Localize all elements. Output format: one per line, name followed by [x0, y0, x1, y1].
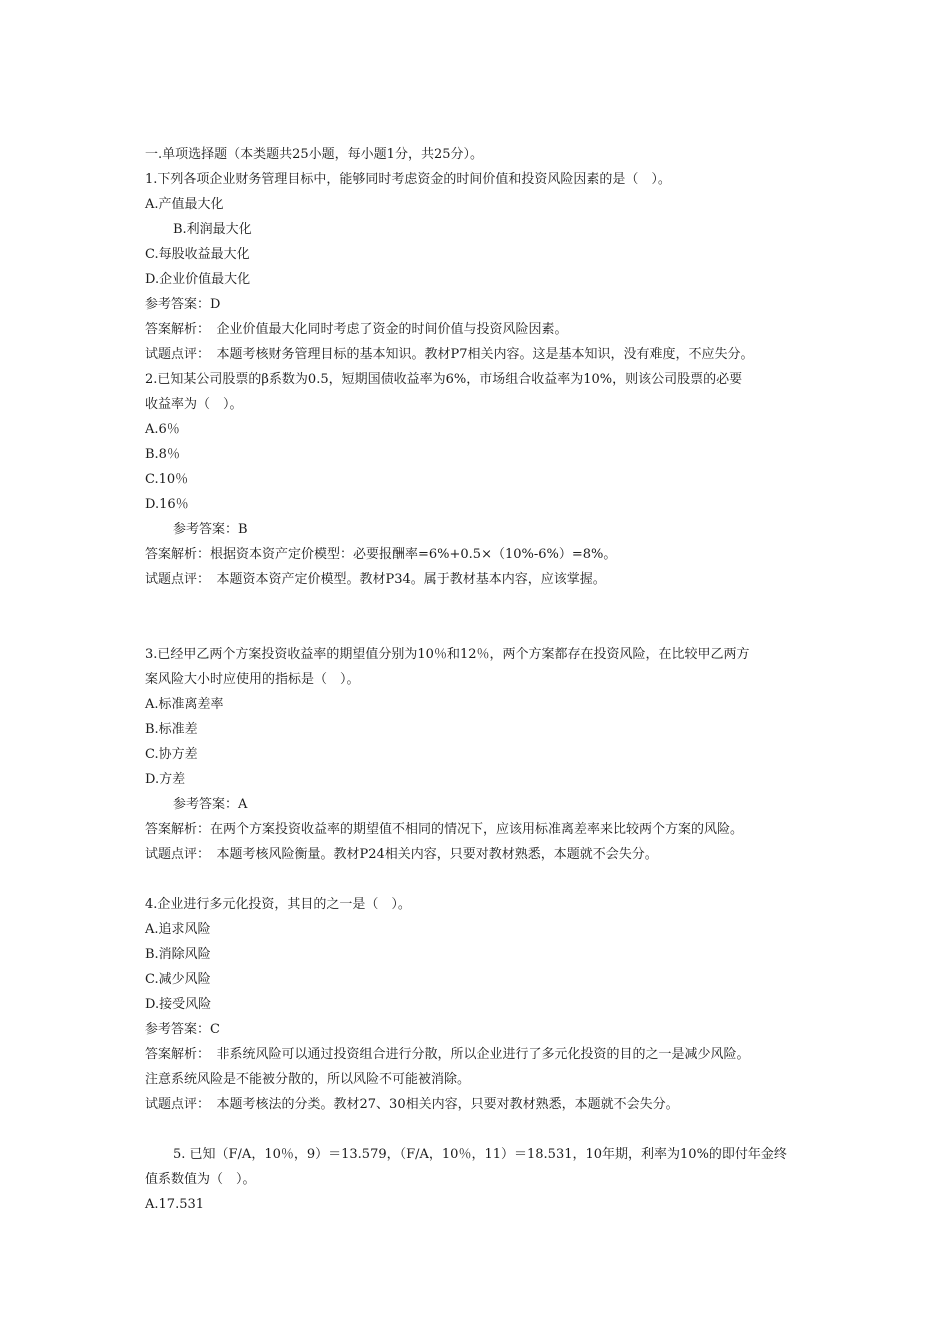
question-stem: 4.企业进行多元化投资，其目的之一是（ ）。	[145, 897, 411, 912]
question-stem-line-1: 3.已经甲乙两个方案投资收益率的期望值分别为10％和12％，两个方案都存在投资风险，在比较甲乙两方	[145, 647, 750, 662]
answer-analysis-line-1: 答案解析： 非系统风险可以通过投资组合进行分散，所以企业进行了多元化投资的目的之一是减少风险。	[145, 1047, 750, 1062]
option-d: D.接受风险	[145, 997, 212, 1012]
option-b: B.利润最大化	[173, 222, 252, 237]
question-stem: 1.下列各项企业财务管理目标中，能够同时考虑资金的时间价值和投资风险因素的是（ ）。	[145, 172, 671, 187]
document-page	[145, 142, 825, 1217]
option-a: A.标准离差率	[145, 697, 224, 712]
option-c: C.10％	[145, 472, 189, 487]
option-d: D.企业价值最大化	[145, 272, 251, 287]
option-d: D.16％	[145, 497, 189, 512]
option-d: D.方差	[145, 772, 186, 787]
question-3	[145, 642, 825, 867]
option-c: C.协方差	[145, 747, 198, 762]
question-comment: 试题点评： 本题考核法的分类。教材27、30相关内容，只要对教材熟悉，本题就不会失分。	[145, 1097, 679, 1112]
section-title: 一.单项选择题（本类题共25小题，每小题1分，共25分）。	[145, 147, 483, 162]
spacer	[145, 1117, 825, 1142]
option-c: C.每股收益最大化	[145, 247, 250, 262]
reference-answer: 参考答案：A	[173, 797, 248, 812]
option-c: C.减少风险	[145, 972, 211, 987]
question-stem-line-1: 2.已知某公司股票的β系数为0.5，短期国债收益率为6%，市场组合收益率为10%，则该公司股票的必要	[145, 372, 743, 387]
option-b: B.消除风险	[145, 947, 211, 962]
question-comment: 试题点评： 本题资本资产定价模型。教材P34。属于教材基本内容，应该掌握。	[145, 572, 606, 587]
question-stem-line-2: 案风险大小时应使用的指标是（ ）。	[145, 672, 360, 687]
question-1	[145, 167, 825, 367]
question-2	[145, 367, 825, 592]
question-comment: 试题点评： 本题考核风险衡量。教材P24相关内容，只要对教材熟悉，本题就不会失分。	[145, 847, 658, 862]
option-a: A.产值最大化	[145, 197, 224, 212]
reference-answer: 参考答案：B	[173, 522, 248, 537]
option-b: B.标准差	[145, 722, 198, 737]
answer-analysis: 答案解析：根据资本资产定价模型：必要报酬率=6%+0.5×（10%-6%）=8%。	[145, 547, 617, 562]
question-4	[145, 892, 825, 1117]
answer-analysis: 答案解析： 企业价值最大化同时考虑了资金的时间价值与投资风险因素。	[145, 322, 568, 337]
question-5	[145, 1142, 825, 1217]
spacer	[145, 592, 825, 642]
answer-analysis-line-2: 注意系统风险是不能被分散的，所以风险不可能被消除。	[145, 1072, 471, 1087]
answer-analysis: 答案解析：在两个方案投资收益率的期望值不相同的情况下，应该用标准离差率来比较两个方案的风险。	[145, 822, 744, 837]
reference-answer: 参考答案：C	[145, 1022, 220, 1037]
option-a: A.17.531	[145, 1197, 205, 1212]
question-stem-line-2: 收益率为（ ）。	[145, 397, 243, 412]
option-b: B.8％	[145, 447, 180, 462]
question-stem-line-2: 值系数值为（ ）。	[145, 1172, 256, 1187]
question-comment: 试题点评： 本题考核财务管理目标的基本知识。教材P7相关内容。这是基本知识，没有难度，不应失分。	[145, 347, 754, 362]
question-stem-line-1: 5. 已知（F/A，10％，9）＝13.579，（F/A，10％，11）＝18.531，10年期，利率为10%的即付年金终	[173, 1147, 787, 1162]
option-a: A.6％	[145, 422, 180, 437]
reference-answer: 参考答案：D	[145, 297, 221, 312]
option-a: A.追求风险	[145, 922, 211, 937]
spacer	[145, 867, 825, 892]
